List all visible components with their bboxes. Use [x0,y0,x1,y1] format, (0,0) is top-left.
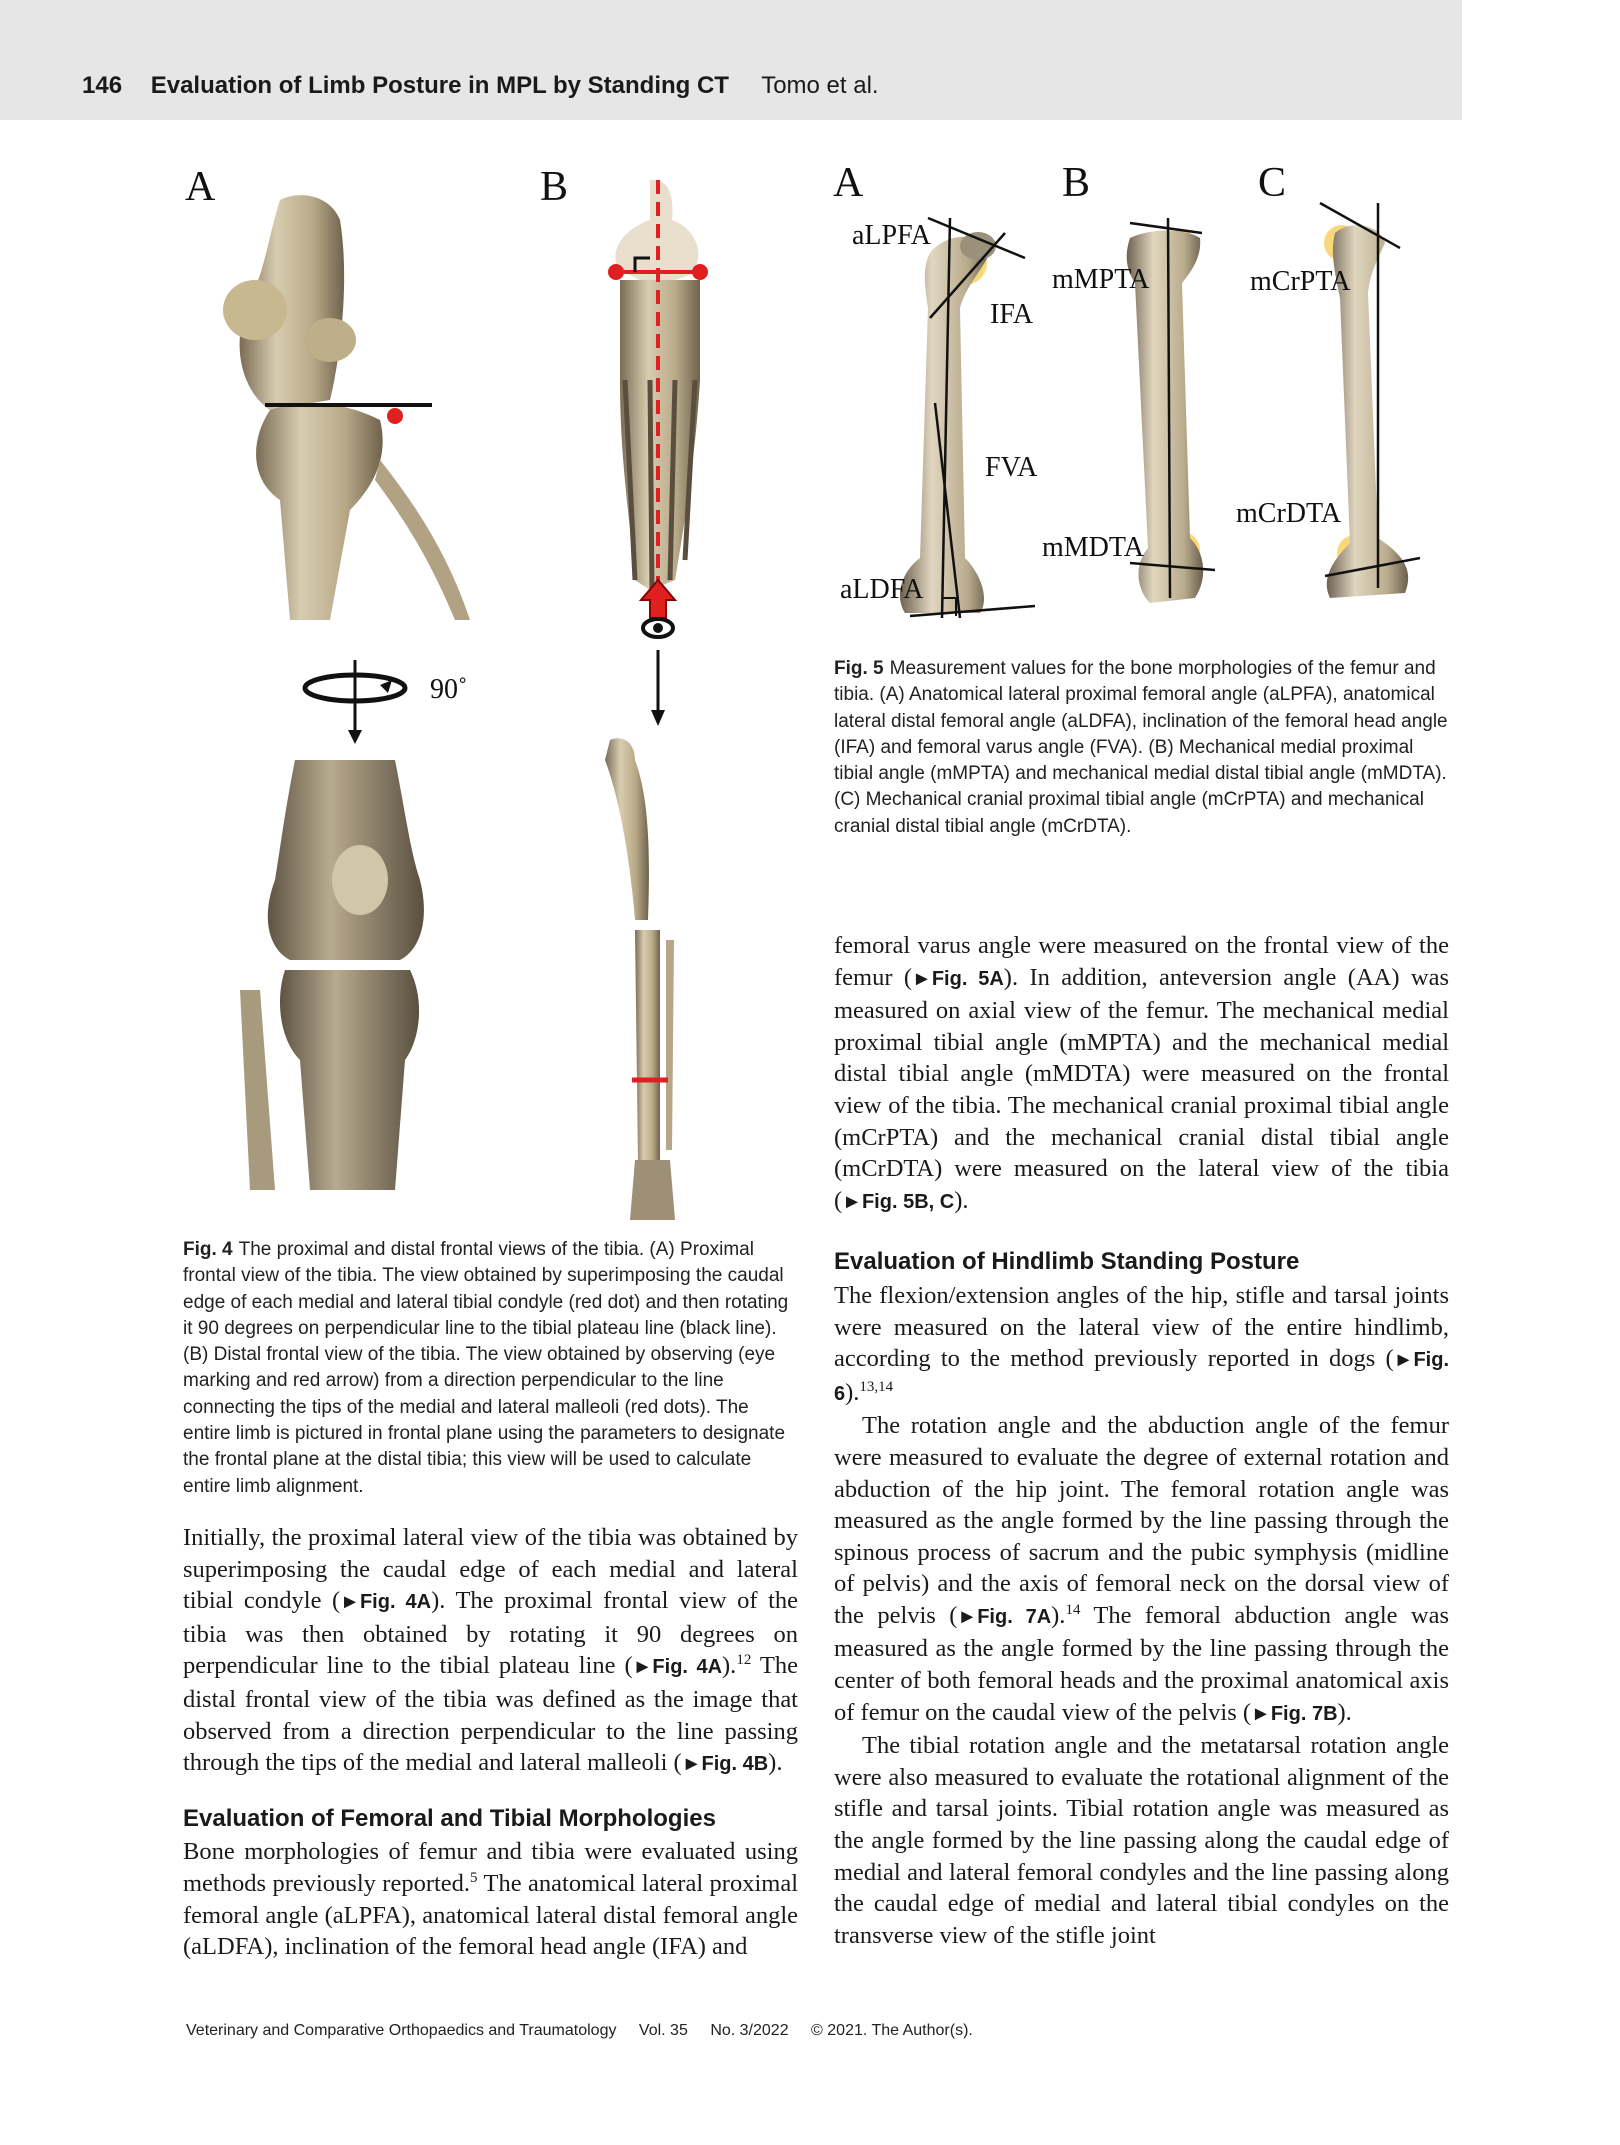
paragraph-rotation-femur [834,1410,1449,1730]
text-run: The distal frontal view of the tibia was defined as the image that observed from a direction perpendicular to the line passing through the tips of the medial and lateral malleoli ( [183,1652,798,1777]
eye-icon [643,619,673,637]
label-fva: FVA [985,452,1038,483]
text-run: The tibial rotation angle and the metatarsal rotation angle were also measured to evaluate the rotational alignment of the stifle and tarsal joints. Tibial rotation angle was measured as the angle formed by the line passing along the caudal edge of medial and lateral femoral condyles and the line passing along the caudal edge of medial and lateral tibial condyles on the transverse view of the stifle joint [834,1732,1449,1949]
label-mcrdta: mCrDTA [1236,498,1342,529]
text-run: Bone morphologies of femur and tibia were evaluated using methods previously reported. [183,1838,798,1897]
ref-fig-4a[interactable]: ►Fig. 4A [340,1591,432,1614]
fig5-panel-a-label: A [833,160,864,206]
footer-issue: No. 3/2022 [710,2022,789,2039]
running-authors: Tomo et al. [761,72,879,99]
text-run: ). In addition, anteversion angle (AA) was measured on axial view of the femur. The mechanical medial proximal tibial angle (mMPTA) and the mechanical medial distal tibial angle (mMDTA) were measured on the frontal view of the tibia. The mechanical cranial proximal tibial angle (mCrPTA) and the mechanical cranial distal tibial angle (mCrDTA) were measured on the lateral view of the tibia ( [834,963,1449,1214]
text-run: The flexion/extension angles of the hip, stifle and tarsal joints were measured on the lateral view of the entire hindlimb, according to the method previously reported in dogs ( [834,1281,1449,1373]
running-header [82,72,879,100]
ref-fig-6[interactable]: ►Fig. 6 [834,1349,1449,1405]
label-aldfa: aLDFA [840,574,924,605]
left-column-text [183,1522,798,1963]
section-heading-posture: Evaluation of Hindlimb Standing Posture [834,1248,1300,1276]
figure-4-caption [183,1237,801,1500]
citation-13-14[interactable]: 13,14 [859,1378,894,1395]
text-run: ). [1337,1698,1352,1726]
paragraph-varus [834,930,1449,1218]
ref-fig-5a[interactable]: ►Fig. 5A [912,967,1004,990]
fig5-panel-b-label: B [1062,160,1091,206]
text-run: ). [768,1749,783,1777]
running-title: Evaluation of Limb Posture in MPL by Standing CT [150,72,729,99]
fig4-a-proximal-frontal-view [240,760,424,1190]
lateral-malleolus-dot [692,264,708,280]
figure-4 [180,160,820,1220]
fig5-tibia-lateral [1320,203,1420,598]
fig5-caption-label: Fig. 5 [834,658,884,679]
paragraph-morphologies [183,1836,798,1962]
text-run: ). [954,1186,969,1214]
figure-5-graphic [830,158,1440,638]
text-run: ). [845,1378,860,1406]
ref-fig-5bc[interactable]: ►Fig. 5B, C [842,1190,955,1213]
condyle-red-dot [387,408,403,424]
rotation-90-icon [305,660,405,744]
ref-fig-4a[interactable]: ►Fig. 4A [632,1656,723,1679]
paragraph-initial [183,1522,798,1781]
fig5-caption-text: Measurement values for the bone morphologies of the femur and tibia. (A) Anatomical lateral proximal femoral angle (aLPFA), anatomical lateral distal femoral angle (aLDFA), inclination of the femoral head angle (IFA) and femoral varus angle (FVA). (B) Mechanical medial proximal tibial angle (mMPTA) and mechanical medial distal tibial angle (mMDTA). (C) Mechanical cranial proximal tibial angle (mCrPTA) and mechanical cranial distal tibial angle (mCrDTA). [834,658,1448,837]
fig5-panel-c-label: C [1258,160,1287,206]
medial-malleolus-dot [608,264,624,280]
fig4-panel-b-label: B [540,164,569,210]
fig4-panel-a-label: A [185,164,216,210]
text-run: The rotation angle and the abduction angle of the femur were measured to evaluate the degree of external rotation and abduction of the hip joint. The femoral rotation angle was measured as the angle formed by the line passing through the spinous process of sacrum and the pubic symphysis (midline of pelvis) and the axis of femoral neck on the dorsal view of the pelvis ( [834,1412,1449,1629]
citation-14[interactable]: 14 [1065,1601,1081,1618]
ref-fig-7b[interactable]: ►Fig. 7B [1251,1702,1338,1725]
text-run: The femoral abduction angle was measured as the angle formed by the line passing through the center of both femoral heads and the proximal anatomical axis of femur on the caudal view of the pelvis ( [834,1601,1449,1726]
label-ifa: IFA [990,299,1034,330]
rotation-label: 90˚ [430,674,468,705]
label-mmpta: mMPTA [1052,264,1150,295]
fig4-caption-text: The proximal and distal frontal views of the tibia. (A) Proximal frontal view of the tibia. The view obtained by superimposing the caudal edge of each medial and lateral tibial condyle (red dot) and then rotating it 90 degrees on perpendicular line to the tibial plateau line (black line). (B) Distal frontal view of the tibia. The view obtained by observing (eye marking and red arrow) from a direction perpendicular to the line connecting the tips of the medial and lateral malleoli (red dots). The entire limb is pictured in frontal plane using the parameters to designate the frontal plane at the distal tibia; this view will be used to calculate entire limb alignment. [183,1239,789,1497]
right-column-text [834,930,1449,1951]
footer-journal: Veterinary and Comparative Orthopaedics and Traumatology [186,2022,617,2039]
text-run: femoral varus angle were measured on the frontal view of the femur ( [834,932,1449,991]
figure-5 [830,158,1440,638]
text-run: Initially, the proximal lateral view of the tibia was obtained by superimposing the caudal edge of each medial and lateral tibial condyle ( [183,1524,798,1615]
fig4-b-distal-frontal-view [605,180,708,1220]
text-run: ). The proximal frontal view of the tibia was then obtained by rotating it 90 degrees on perpendicular line to the tibial plateau line ( [183,1587,798,1680]
citation-12[interactable]: 12 [736,1652,752,1669]
section-heading-morphologies: Evaluation of Femoral and Tibial Morphologies [183,1804,716,1832]
label-mmdta: mMDTA [1042,532,1144,563]
paragraph-tibial-rotation [834,1730,1449,1951]
fig4-a-proximal-lateral-view [223,195,470,620]
citation-5[interactable]: 5 [470,1869,478,1886]
text-run: ). [1051,1601,1066,1629]
ref-fig-7a[interactable]: ►Fig. 7A [957,1605,1052,1628]
text-run: ). [722,1652,737,1680]
running-header-band [0,0,1462,120]
footer-volume: Vol. 35 [638,2022,688,2039]
footer-copyright: © 2021. The Author(s). [811,2022,973,2039]
label-mcrpta: mCrPTA [1250,266,1351,297]
page-footer [186,2022,991,2040]
fig5-femur [900,218,1035,618]
figure-4-graphic [180,160,820,1220]
label-alpfa: aLPFA [852,220,931,251]
page-number: 146 [82,72,123,99]
fig4-caption-label: Fig. 4 [183,1239,233,1260]
paragraph-flexion [834,1280,1449,1410]
text-run: The anatomical lateral proximal femoral angle (aLPFA), anatomical lateral distal femoral angle (aLDFA), inclination of the femoral head angle (IFA) and [183,1869,799,1961]
ref-fig-4b[interactable]: ►Fig. 4B [681,1753,769,1776]
figure-5-caption [834,656,1449,840]
